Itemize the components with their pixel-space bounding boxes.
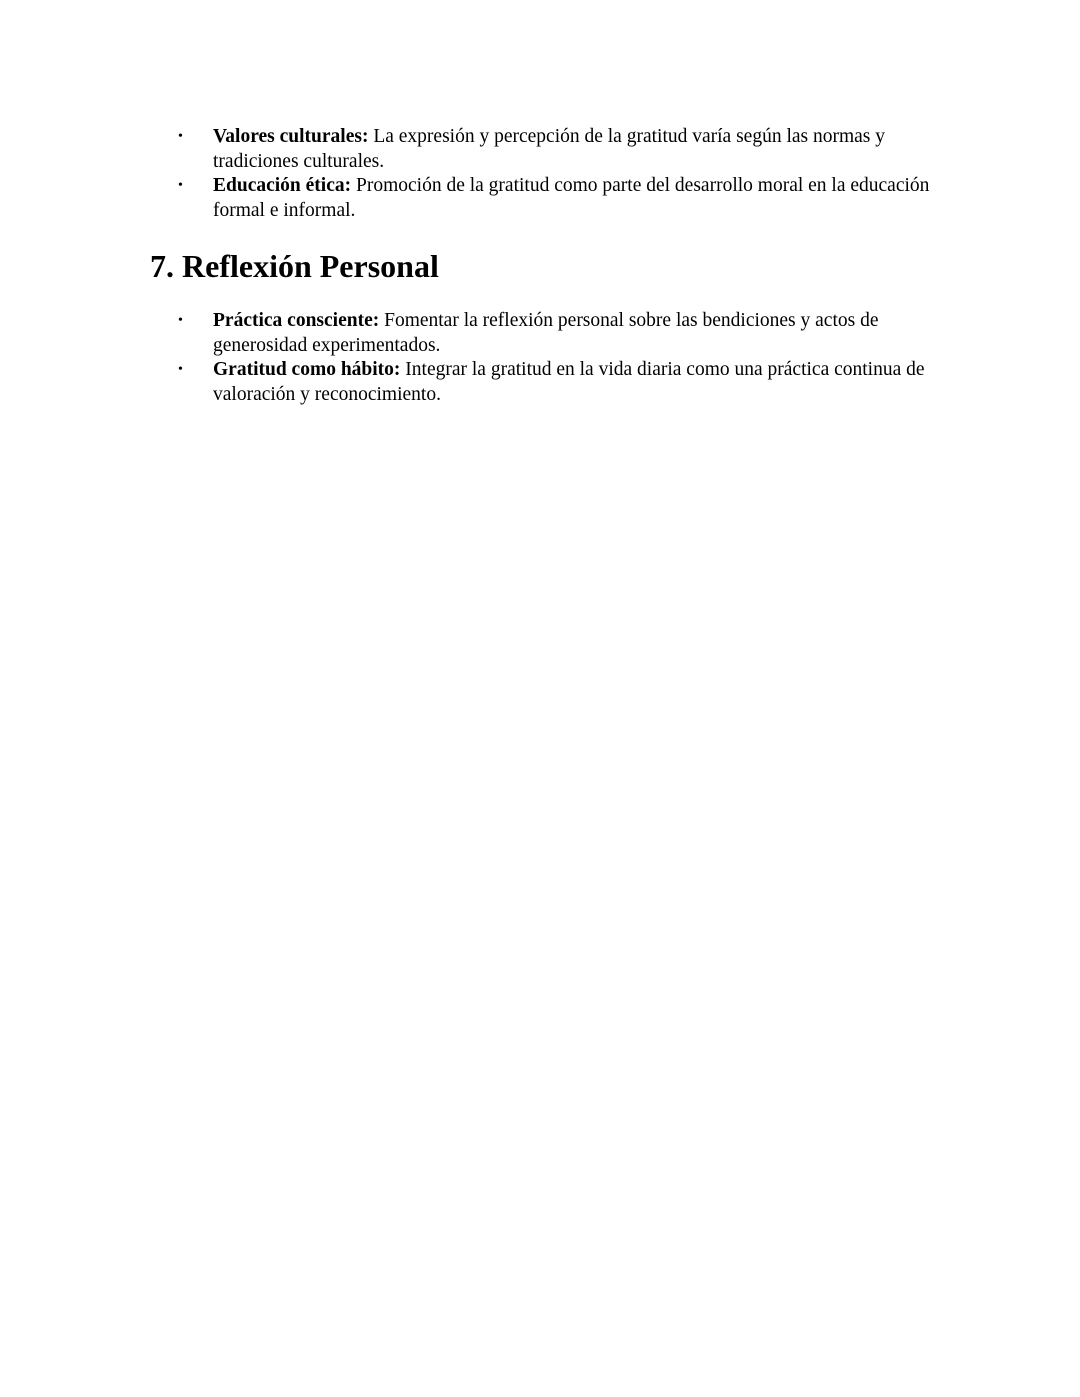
item-text: Promoción de la gratitud como parte del desarrollo moral en la educación formal e informal. [213, 175, 930, 221]
item-term: Práctica consciente: [213, 310, 380, 331]
item-term: Educación ética: [213, 175, 352, 196]
bullet-icon: • [178, 313, 183, 328]
list-item [178, 174, 933, 223]
item-text: Integrar la gratitud en la vida diaria como una práctica continua de valoración y reconocimiento. [213, 359, 925, 405]
bullet-icon: • [178, 129, 183, 144]
section-heading: 7. Reflexión Personal [150, 248, 439, 284]
list-item [178, 125, 933, 174]
item-term: Gratitud como hábito: [213, 359, 401, 380]
item-text: La expresión y percepción de la gratitud varía según las normas y tradiciones culturales. [213, 126, 886, 172]
bullet-list-cultural [0, 125, 933, 223]
list-item [178, 309, 933, 358]
list-item [178, 358, 933, 407]
item-term: Valores culturales: [213, 126, 369, 147]
bullet-icon: • [178, 178, 183, 193]
item-text: Fomentar la reflexión personal sobre las bendiciones y actos de generosidad experimentados. [213, 310, 879, 356]
bullet-list-reflection [0, 309, 933, 407]
bullet-icon: • [178, 362, 183, 377]
